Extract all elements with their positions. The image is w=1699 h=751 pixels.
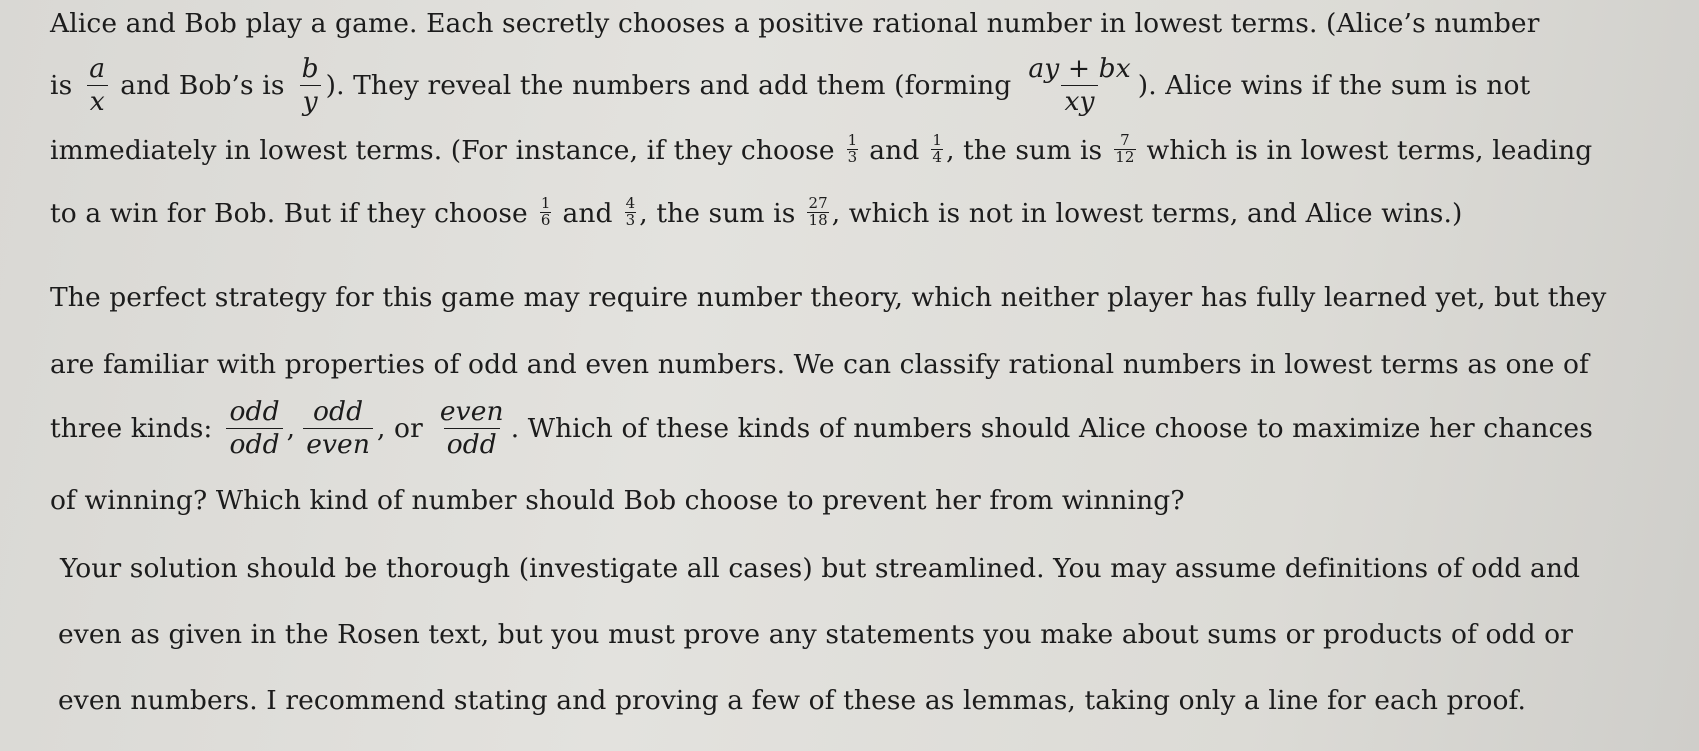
paragraph-1-line-1: Alice and Bob play a game. Each secretly chooses a positive rational number in lowest terms. (Alice’s number	[50, 7, 1540, 39]
fraction-example-1-sum	[1114, 130, 1135, 166]
fraction-numerator: 4	[625, 193, 636, 212]
text-segment: . Which of these kinds of numbers should Alice choose to maximize her chances	[510, 412, 1593, 444]
text-segment: ). Alice wins if the sum is not	[1137, 69, 1531, 101]
fraction-denominator: 12	[1115, 147, 1135, 166]
text-line	[50, 0, 1640, 53]
fraction-denominator: 18	[808, 210, 828, 229]
fraction-example-1a	[847, 130, 859, 166]
fraction-numerator: 7	[1120, 130, 1130, 149]
fraction-sum	[1025, 52, 1133, 117]
text-line	[50, 334, 1589, 394]
fraction-numerator: ay + bx	[1028, 52, 1131, 84]
fraction-numerator: 1	[932, 130, 943, 149]
fraction-numerator: a	[89, 52, 106, 84]
fraction-numerator: 1	[847, 130, 858, 149]
fraction-denominator: odd	[444, 428, 500, 459]
fraction-numerator: b	[301, 52, 319, 84]
paragraph-3-line-2: even as given in the Rosen text, but you must prove any statements you make about sums or products of odd or	[58, 618, 1573, 650]
fraction-numerator: odd	[229, 395, 280, 427]
document-page	[50, 0, 1665, 751]
fraction-numerator: 27	[808, 193, 828, 212]
text-line	[50, 395, 1650, 460]
paragraph-3-line-3: even numbers. I recommend stating and proving a few of these as lemmas, taking only a line for each proof.	[58, 684, 1527, 716]
text-segment: is	[50, 69, 73, 101]
fraction-denominator: xy	[1061, 85, 1097, 116]
text-line	[50, 267, 1645, 327]
text-segment: , which is not in lowest terms, and Alice wins.)	[831, 197, 1463, 229]
fraction-denominator: 4	[932, 147, 943, 166]
text-segment: , the sum is	[639, 197, 796, 229]
text-segment: ). They reveal the numbers and add them (forming	[325, 69, 1012, 101]
text-segment: which is in lowest terms, leading	[1146, 134, 1593, 166]
fraction-alice	[86, 52, 108, 117]
fraction-denominator: even	[303, 428, 373, 459]
fraction-example-2b	[625, 193, 637, 229]
text-segment: and	[869, 134, 920, 166]
fraction-even-odd	[437, 395, 507, 460]
text-line	[58, 670, 1526, 730]
text-line	[50, 120, 1650, 180]
text-line	[58, 604, 1573, 664]
text-line	[50, 52, 1650, 117]
paragraph-2-line-4: of winning? Which kind of number should Bob choose to prevent her from winning?	[50, 484, 1185, 516]
text-line	[50, 183, 1462, 243]
paragraph-2-line-2: are familiar with properties of odd and even numbers. We can classify rational numbers in lowest terms as one of	[50, 348, 1589, 380]
fraction-bob	[299, 52, 322, 117]
paragraph-3-line-1: Your solution should be thorough (investigate all cases) but streamlined. You may assume definitions of odd and	[60, 552, 1581, 584]
text-segment: , the sum is	[946, 134, 1103, 166]
fraction-odd-odd	[226, 395, 282, 460]
fraction-denominator: 3	[625, 210, 636, 229]
text-segment: to a win for Bob. But if they choose	[50, 197, 528, 229]
fraction-denominator: 6	[540, 210, 551, 229]
fraction-example-2-sum	[807, 193, 828, 229]
text-line	[60, 538, 1580, 598]
text-line	[50, 470, 1185, 530]
fraction-numerator: odd	[313, 395, 364, 427]
fraction-denominator: y	[300, 85, 321, 116]
fraction-denominator: 3	[847, 147, 858, 166]
text-segment: , or	[377, 412, 423, 444]
fraction-numerator: even	[439, 395, 504, 427]
text-segment: three kinds:	[50, 412, 213, 444]
fraction-denominator: odd	[226, 428, 282, 459]
text-segment: ,	[286, 412, 296, 444]
fraction-example-1b	[931, 130, 943, 166]
fraction-numerator: 1	[540, 193, 551, 212]
fraction-odd-even	[303, 395, 373, 460]
fraction-example-2a	[540, 193, 552, 229]
text-segment: and Bob’s is	[120, 69, 285, 101]
fraction-denominator: x	[87, 85, 108, 116]
text-segment: immediately in lowest terms. (For instance, if they choose	[50, 134, 835, 166]
text-segment: and	[562, 197, 613, 229]
paragraph-2-line-1: The perfect strategy for this game may require number theory, which neither player has fully learned yet, but they	[50, 281, 1607, 313]
